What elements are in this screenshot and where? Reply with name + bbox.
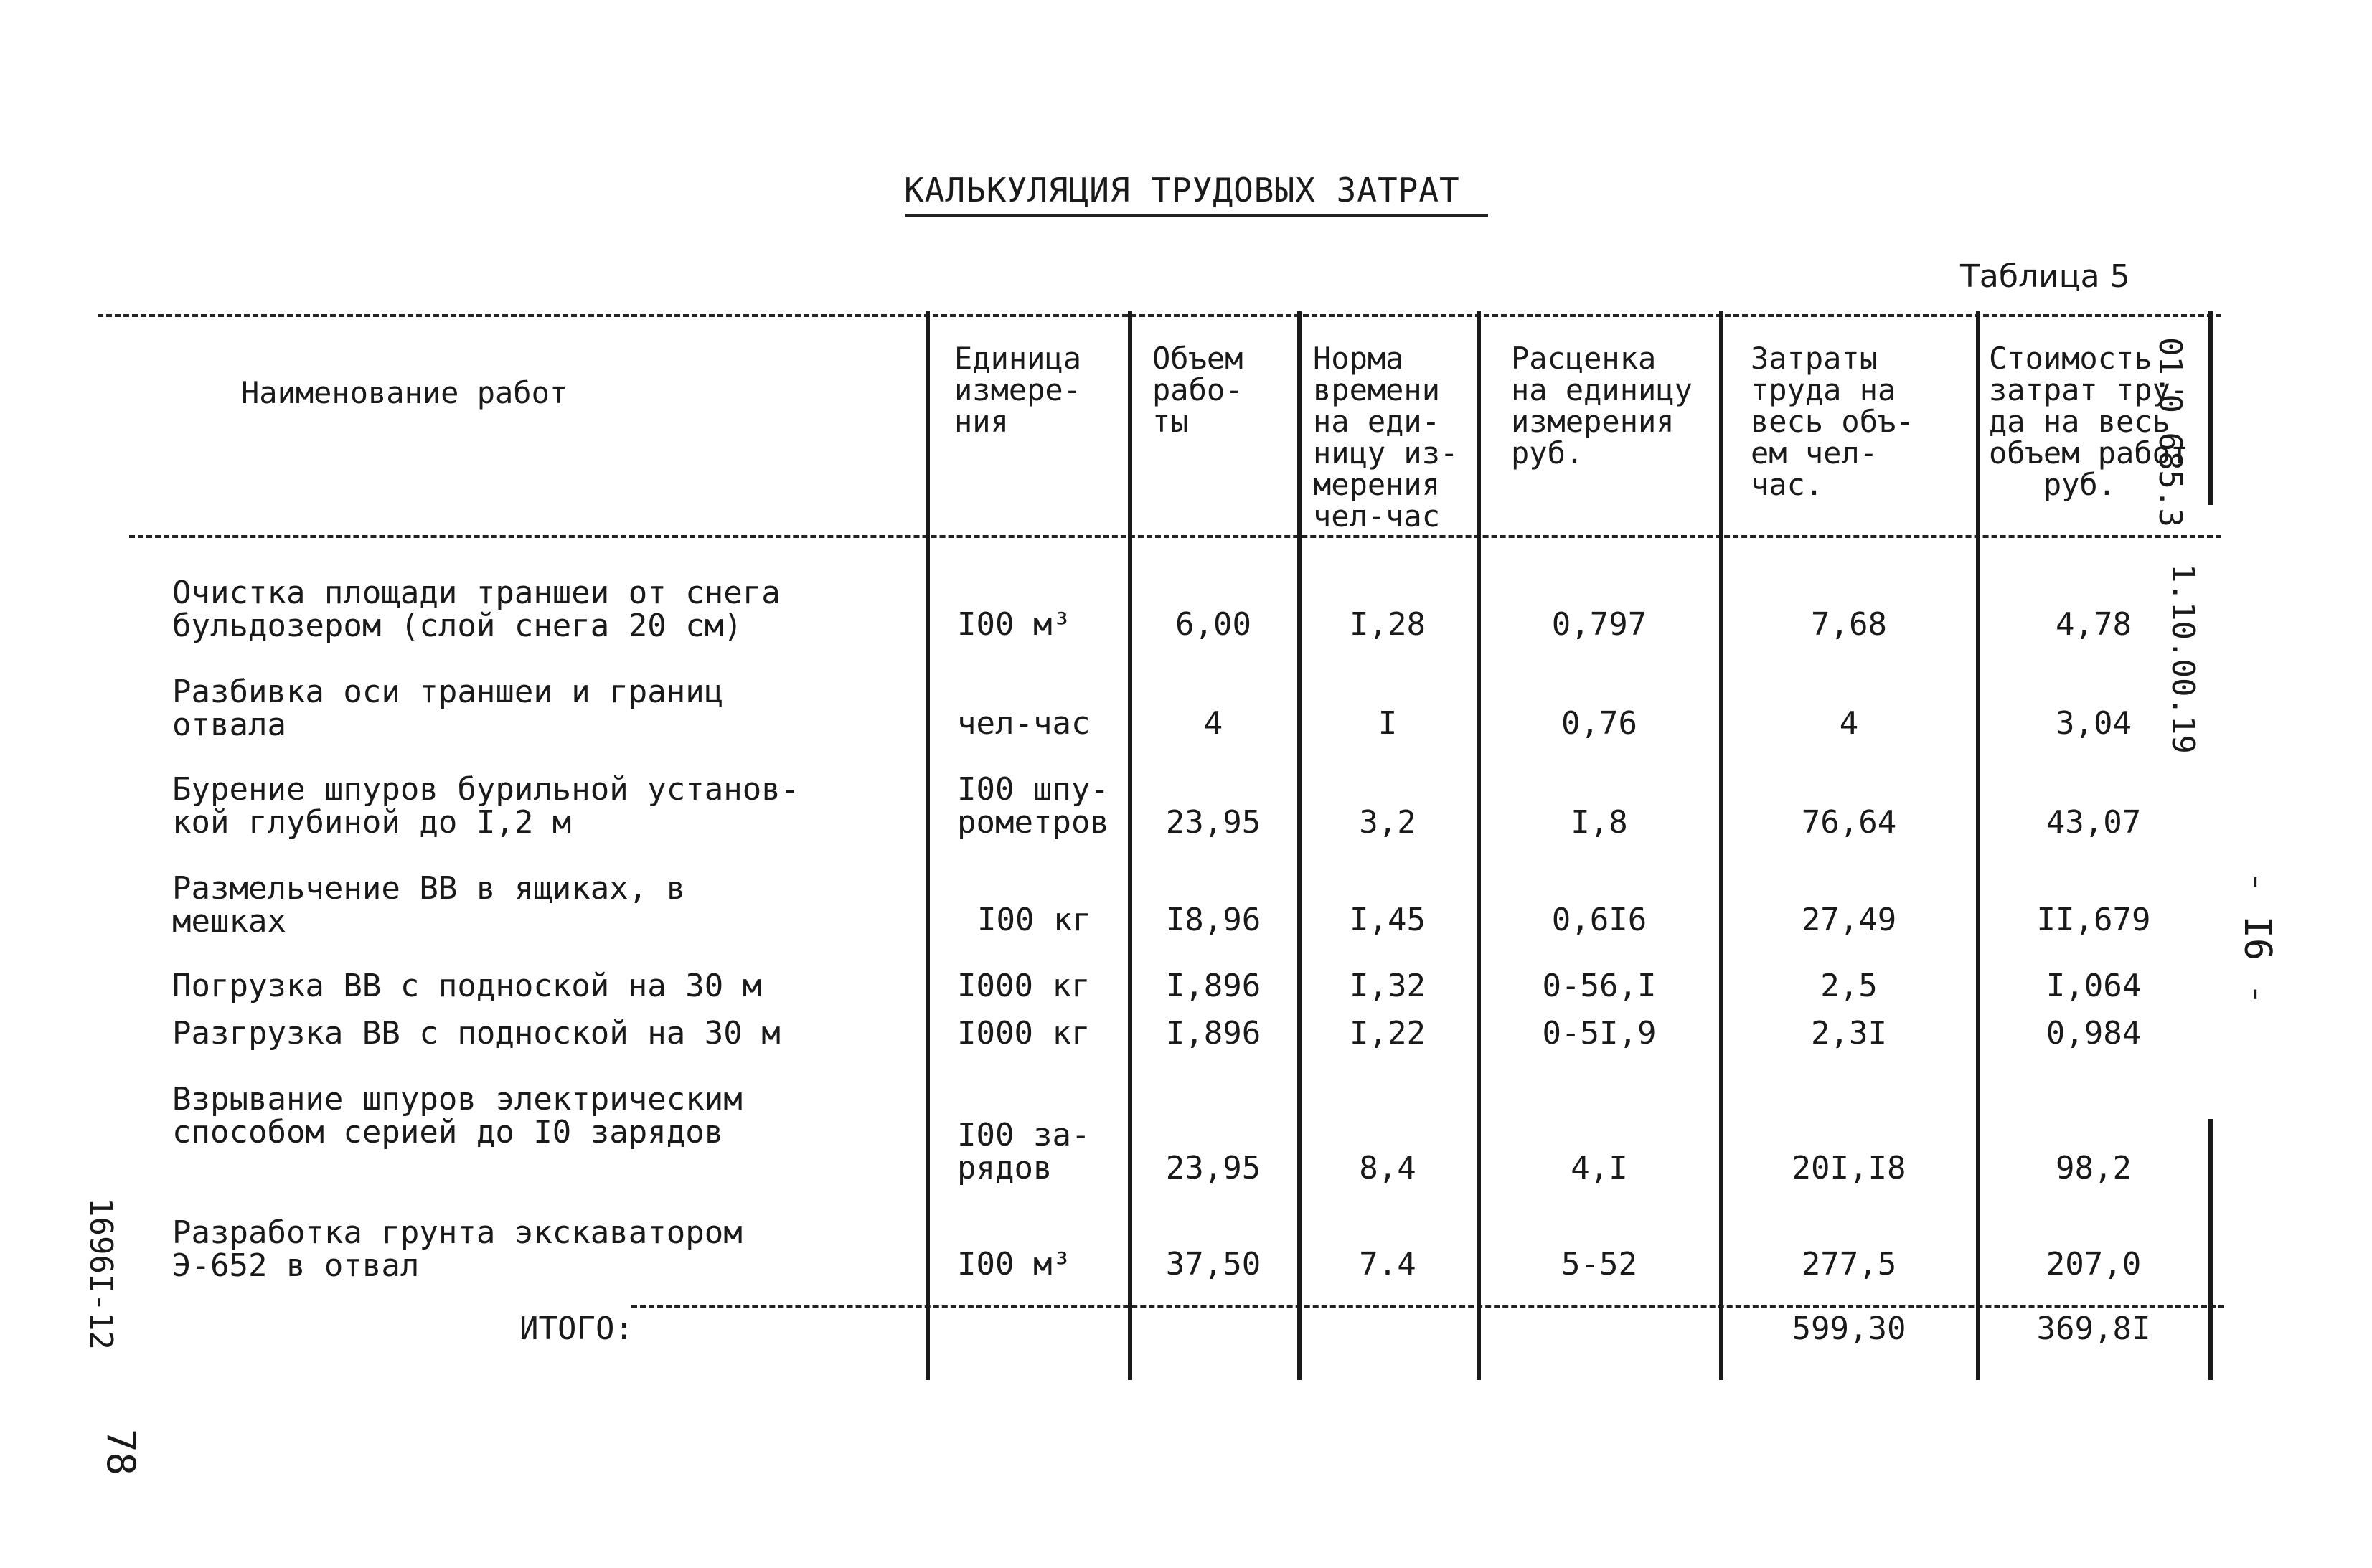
row-5-name: Погрузка ВВ с подноской на 30 м	[172, 968, 762, 1004]
row-1-unit: I00 м³	[957, 606, 1071, 643]
row-4-rate: 0,6I6	[1551, 902, 1647, 938]
header-rate: Расценка на единицу измерения руб.	[1511, 341, 1693, 471]
row-7-norm: 8,4	[1359, 1150, 1416, 1186]
row-3-norm: 3,2	[1359, 804, 1416, 841]
document-title: КАЛЬКУЛЯЦИЯ ТРУДОВЫХ ЗАТРАТ	[904, 171, 1460, 209]
row-7-unit: I00 за- рядов	[957, 1117, 1091, 1186]
row-8-rate: 5-52	[1561, 1246, 1637, 1283]
row-4-volume: I8,96	[1165, 902, 1261, 938]
column-divider	[1719, 311, 1723, 1380]
side-code-mid: 1.10.00.19	[2165, 564, 2201, 754]
header-norm: Норма времени на еди- ницу из- мерения чел-час	[1313, 341, 1459, 534]
row-4-cost: II,679	[2036, 902, 2151, 938]
row-5-rate: 0-56,I	[1542, 968, 1657, 1004]
column-divider	[1976, 311, 1980, 1380]
column-divider	[2208, 311, 2213, 505]
row-6-norm: I,22	[1350, 1015, 1426, 1052]
row-2-unit: чел-час	[957, 705, 1091, 742]
row-3-cost: 43,07	[2046, 804, 2142, 841]
row-1-rate: 0,797	[1551, 606, 1647, 643]
row-5-labor: 2,5	[1820, 968, 1878, 1004]
table-label: Таблица 5	[1960, 258, 2130, 295]
row-6-labor: 2,3I	[1811, 1015, 1887, 1052]
row-1-norm: I,28	[1350, 606, 1426, 643]
row-4-labor: 27,49	[1801, 902, 1897, 938]
row-2-rate: 0,76	[1561, 705, 1637, 742]
row-3-name: Бурение шпуров бурильной установ- кой глубиной до I,2 м	[172, 771, 800, 841]
row-1-volume: 6,00	[1175, 606, 1251, 643]
row-6-cost: 0,984	[2046, 1015, 2142, 1052]
table-top-rule	[98, 314, 2221, 317]
row-5-unit: I000 кг	[957, 968, 1091, 1004]
row-6-rate: 0-5I,9	[1542, 1015, 1657, 1052]
row-7-volume: 23,95	[1165, 1150, 1261, 1186]
row-4-norm: I,45	[1350, 902, 1426, 938]
total-label: ИТОГО:	[519, 1310, 634, 1347]
header-volume: Объем рабо- ты	[1152, 341, 1243, 439]
row-7-rate: 4,I	[1571, 1150, 1628, 1186]
column-divider	[1128, 311, 1132, 1380]
row-6-unit: I000 кг	[957, 1015, 1091, 1052]
row-1-name: Очистка площади траншеи от снега бульдозером (слой снега 20 см)	[172, 575, 781, 644]
row-6-name: Разгрузка ВВ с подноской на 30 м	[172, 1015, 781, 1052]
side-number: 78	[98, 1429, 143, 1476]
title-underline	[905, 214, 1488, 217]
header-labor: Затраты труда на весь объ- ем чел- час.	[1751, 341, 1914, 502]
row-4-name: Размельчение ВВ в ящиках, в мешках	[172, 870, 686, 940]
row-7-name: Взрывание шпуров электрическим способом серией до I0 зарядов	[172, 1081, 743, 1151]
header-name: Наименование работ	[241, 375, 568, 410]
header-unit: Единица измере- ния	[954, 341, 1082, 439]
row-7-cost: 98,2	[2056, 1150, 2132, 1186]
row-1-cost: 4,78	[2056, 606, 2132, 643]
row-6-volume: I,896	[1165, 1015, 1261, 1052]
row-8-norm: 7.4	[1359, 1246, 1416, 1283]
column-divider	[926, 311, 930, 1380]
row-2-volume: 4	[1203, 705, 1223, 742]
row-2-norm: I	[1378, 705, 1398, 742]
row-5-volume: I,896	[1165, 968, 1261, 1004]
column-divider	[2208, 1119, 2213, 1380]
row-5-cost: I,064	[2046, 968, 2142, 1004]
row-8-cost: 207,0	[2046, 1246, 2142, 1283]
row-3-volume: 23,95	[1165, 804, 1261, 841]
row-8-volume: 37,50	[1165, 1246, 1261, 1283]
side-code-bottom-left: 1696I-12	[83, 1198, 119, 1350]
header-bottom-rule	[129, 535, 2221, 538]
row-7-labor: 20I,I8	[1792, 1150, 1906, 1186]
column-divider	[1297, 311, 1302, 1380]
row-3-rate: I,8	[1571, 804, 1628, 841]
side-code-top: 01.0 685.3	[2152, 337, 2188, 527]
row-5-norm: I,32	[1350, 968, 1426, 1004]
row-2-name: Разбивка оси траншеи и границ отвала	[172, 674, 724, 743]
row-4-unit: I00 кг	[977, 902, 1091, 938]
row-8-labor: 277,5	[1801, 1246, 1897, 1283]
row-8-name: Разработка грунта экскаватором Э-652 в отвал	[172, 1214, 743, 1284]
row-3-unit: I00 шпу- рометров	[957, 771, 1109, 841]
total-top-rule	[631, 1305, 2224, 1308]
row-2-cost: 3,04	[2056, 705, 2132, 742]
page-number: - I6 -	[2236, 871, 2279, 1006]
row-2-labor: 4	[1839, 705, 1859, 742]
header-cost: Стоимость затрат тру- да на весь объем работ руб.	[1989, 341, 2189, 502]
row-8-unit: I00 м³	[957, 1246, 1071, 1283]
total-cost: 369,8I	[2036, 1310, 2151, 1347]
total-labor: 599,30	[1792, 1310, 1906, 1347]
row-1-labor: 7,68	[1811, 606, 1887, 643]
column-divider	[1477, 311, 1481, 1380]
row-3-labor: 76,64	[1801, 804, 1897, 841]
